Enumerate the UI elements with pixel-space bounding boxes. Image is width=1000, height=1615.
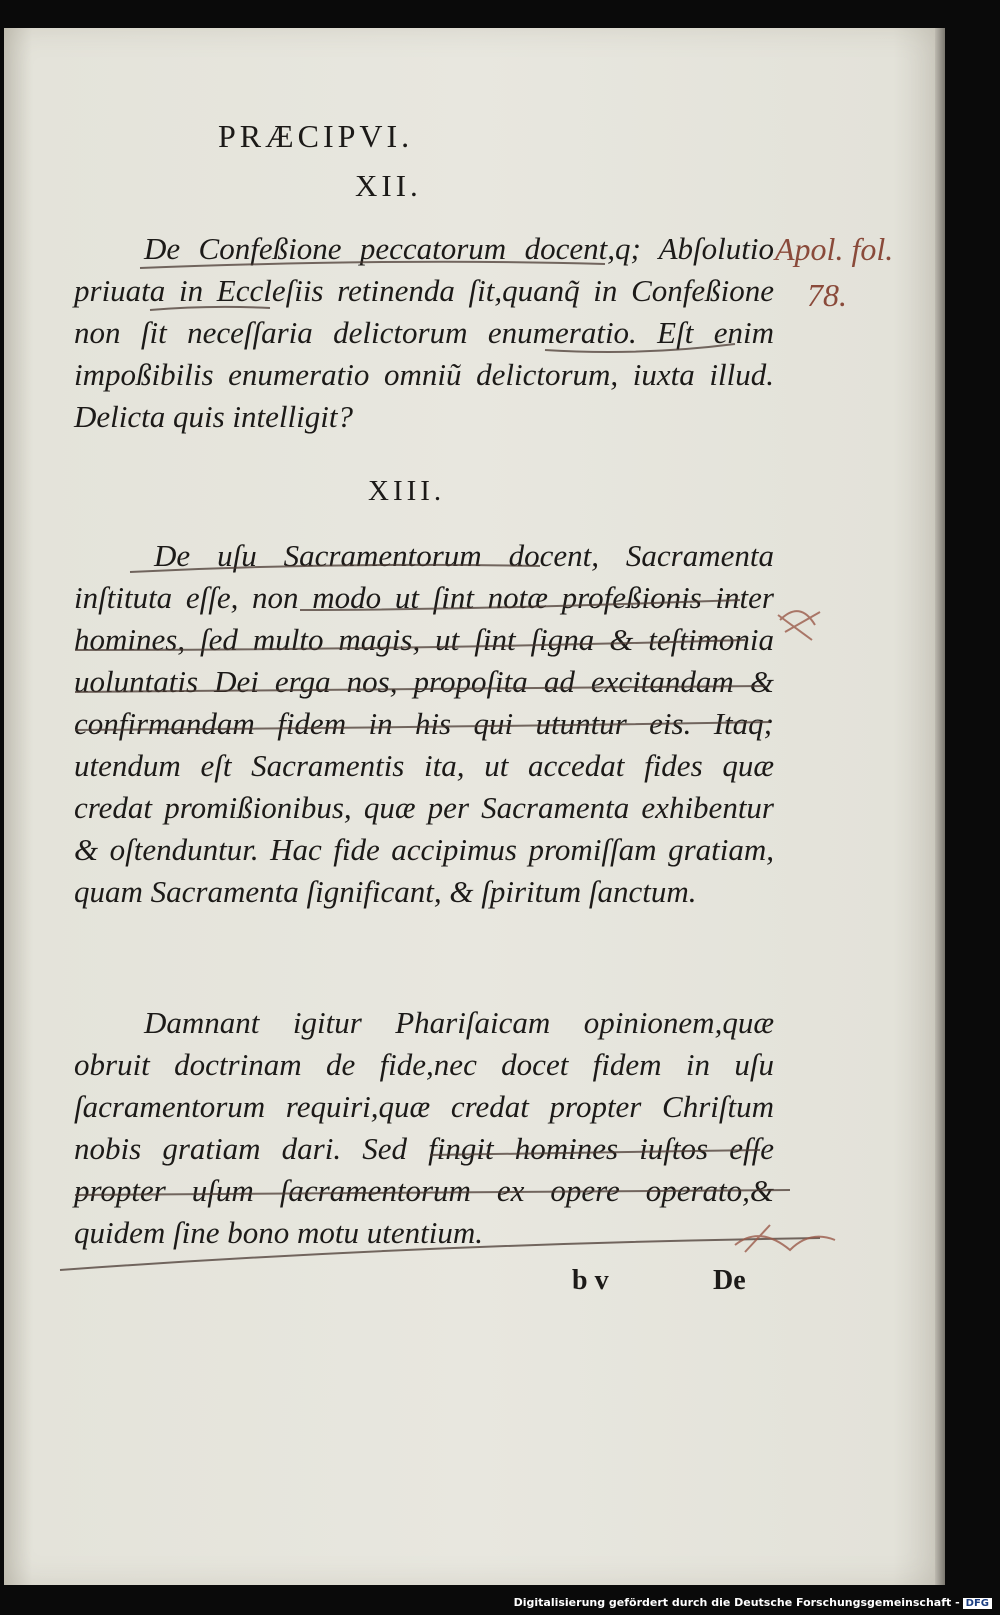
marginal-note-line-1: Apol. fol.	[775, 231, 894, 267]
digitization-credit	[514, 1596, 992, 1609]
underline-xii-3	[545, 344, 735, 352]
section-number-xiii: XIII.	[368, 475, 446, 507]
underline-xiii-2	[300, 600, 740, 610]
article-xii-text: De Confeßione peccatorum docent,q; Abſolutio priuata in Eccleſiis retinenda ſit,quanq̃ in Confeßione non ſit neceſſaria delictorum enumeratio. Eſt enim impoßibilis enumeratio omniũ delictorum, iuxta illud. Delicta quis intelligit?	[74, 231, 774, 434]
underline-xiii-5	[75, 722, 770, 730]
signature-mark: b v	[572, 1265, 609, 1296]
article-xiii-text: De uſu Sacramentorum docent, Sacramenta inſtituta eſſe, non modo ut ſint notæ profeßionis inter homines, ſed multo magis, ut ſint ſigna & teſtimonia uoluntatis Dei erga nos, propoſita ad excitandam & confirmandam fidem in his qui utuntur eis. Itaq; utendum eſt Sacramentis ita, ut accedat fides quæ credat promißionibus, quæ per Sacramenta exhibentur & oſtenduntur. Hac fide accipimus promiſſam gratiam, quam Sacramenta ſignificant, & ſpiritum ſanctum.	[74, 538, 774, 909]
article-xiii-damnant-text: Damnant igitur Phariſaicam opinionem,quæ obruit doctrinam de fide,nec docet fidem in uſu ſacramentorum requiri,quæ credat propter Chriſtum nobis gratiam dari. Sed fingit homines iuſtos eſſe propter uſum ſacramentorum ex opere operato,& quidem ſine bono motu utentium.	[74, 1005, 774, 1250]
marginal-mark-1	[778, 611, 820, 640]
underline-xiii-1	[130, 565, 540, 572]
underline-xiii-4	[75, 686, 765, 692]
catchword: De	[713, 1265, 746, 1296]
running-head: PRÆCIPVI.	[218, 118, 414, 154]
credit-text: Digitalisierung gefördert durch die Deutsche Forschungsgemeinschaft -	[513, 1596, 960, 1609]
section-number-xii: XII.	[355, 168, 422, 203]
underline-damnant-2	[75, 1190, 790, 1195]
underline-damnant-3	[60, 1238, 820, 1270]
marginal-note-line-2: 78.	[807, 277, 847, 313]
underline-xii-1	[140, 262, 605, 268]
dfg-logo-badge: DFG	[963, 1598, 992, 1609]
underline-xiii-3	[75, 640, 745, 650]
underline-xii-2	[150, 307, 270, 310]
underline-damnant-1	[430, 1150, 760, 1155]
